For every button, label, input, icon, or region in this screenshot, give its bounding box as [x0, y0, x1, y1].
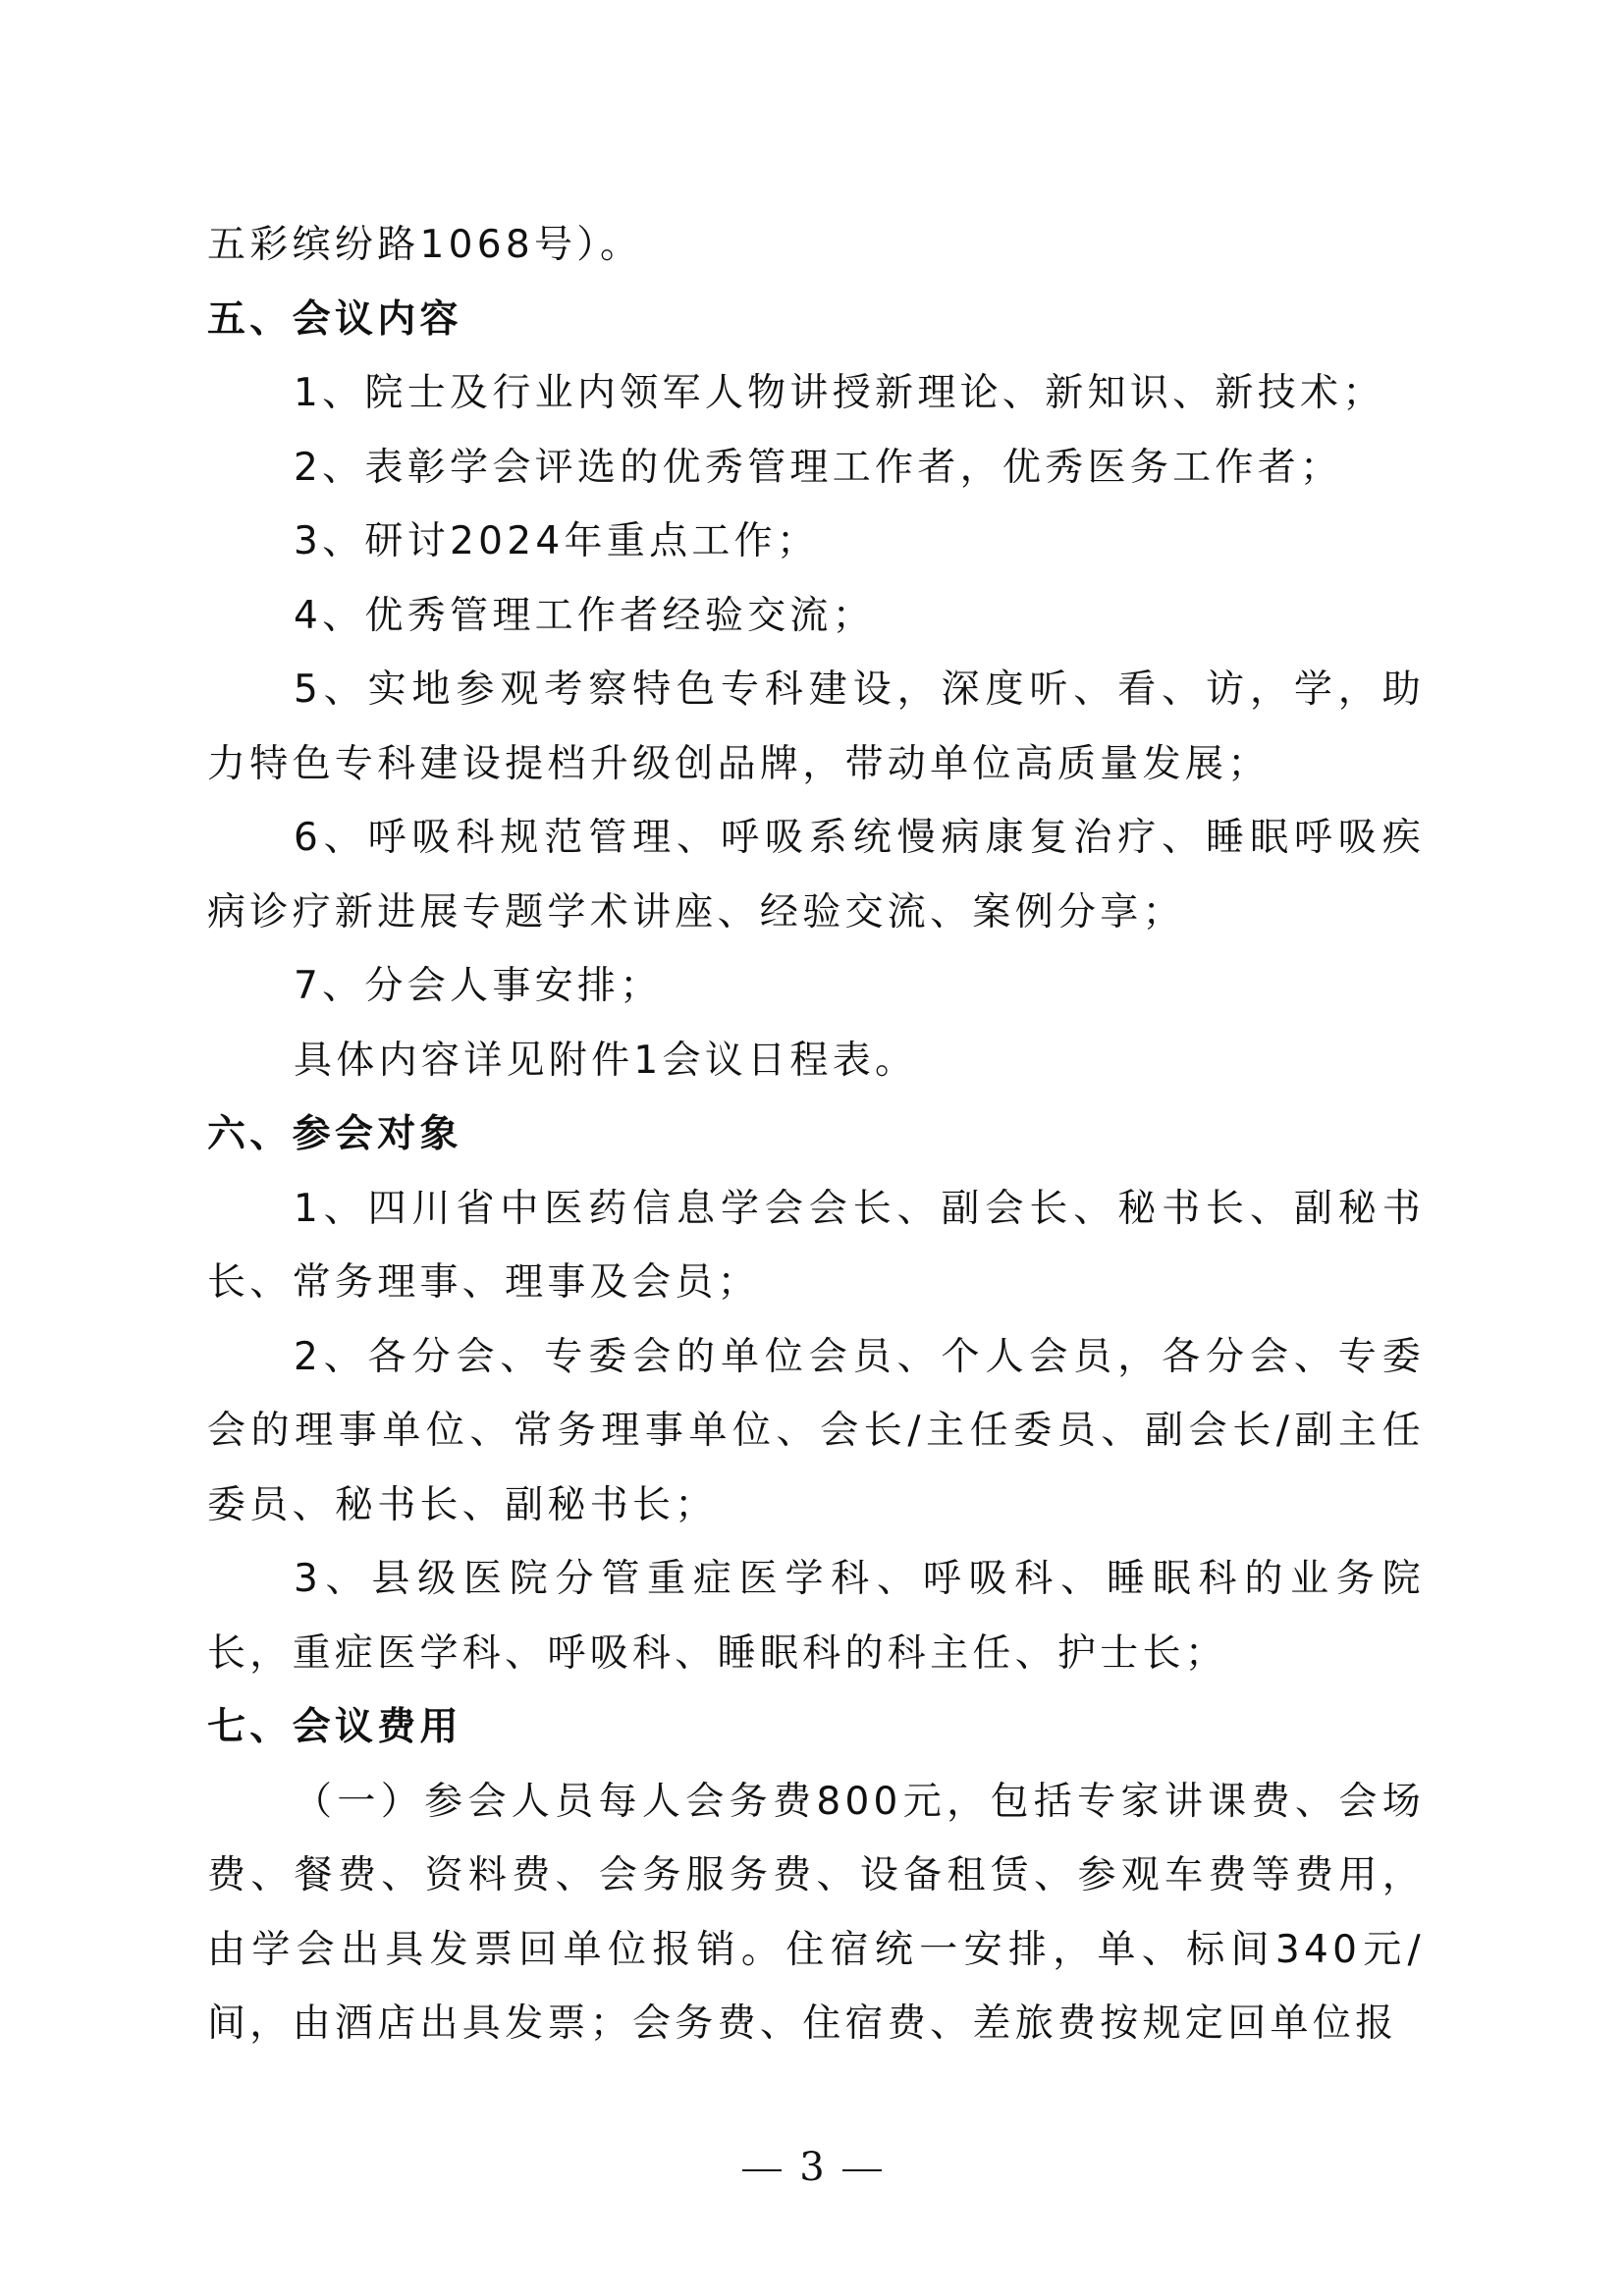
participant-item-3: 3、县级医院分管重症医学科、呼吸科、睡眠科的业务院长，重症医学科、呼吸科、睡眠科的科主任、护士长；	[207, 1557, 1425, 1676]
content-item-2: 2、表彰学会评选的优秀管理工作者，优秀医务工作者；	[294, 445, 1343, 490]
content-item-3: 3、研讨2024年重点工作；	[294, 519, 820, 563]
content-item-1: 1、院士及行业内领军人物讲授新理论、新知识、新技术；	[294, 371, 1385, 415]
section-heading-fees: 七、会议费用	[207, 1705, 462, 1749]
section-heading-meeting-content: 五、会议内容	[207, 296, 462, 342]
section-heading-participants: 六、参会对象	[207, 1112, 462, 1156]
content-item-6: 6、呼吸科规范管理、呼吸系统慢病康复治疗、睡眠呼吸疾病诊疗新进展专题学术讲座、经验交流、案例分享；	[207, 816, 1425, 934]
content-item-7: 7、分会人事安排；	[294, 964, 663, 1008]
content-item-5: 5、实地参观考察特色专科建设，深度听、看、访，学，助力特色专科建设提档升级创品牌，带动单位高质量发展；	[207, 667, 1425, 786]
content-item-4: 4、优秀管理工作者经验交流；	[294, 593, 876, 638]
content-note: 具体内容详见附件1会议日程表。	[294, 1038, 918, 1083]
page-number: 3	[799, 2145, 825, 2190]
document-body	[207, 208, 1425, 2061]
address-continuation: 五彩缤纷路1068号）。	[207, 223, 643, 267]
participant-item-1: 1、四川省中医药信息学会会长、副会长、秘书长、副秘书长、常务理事、理事及会员；	[207, 1186, 1425, 1305]
fee-item-1: （一）参会人员每人会务费800元，包括专家讲课费、会场费、餐费、资料费、会务服务费、设备租赁、参观车费等费用，由学会出具发票回单位报销。住宿统一安排，单、标间340元/间，由酒店出具发票；会务费、住宿费、差旅费按规定回单位报	[207, 1779, 1425, 2046]
footer-dash-left	[742, 2169, 782, 2171]
participant-item-2: 2、各分会、专委会的单位会员、个人会员，各分会、专委会的理事单位、常务理事单位、会长/主任委员、副会长/副主任委员、秘书长、副秘书长；	[207, 1334, 1425, 1527]
page-footer	[0, 2145, 1624, 2190]
footer-dash-right	[842, 2169, 882, 2171]
